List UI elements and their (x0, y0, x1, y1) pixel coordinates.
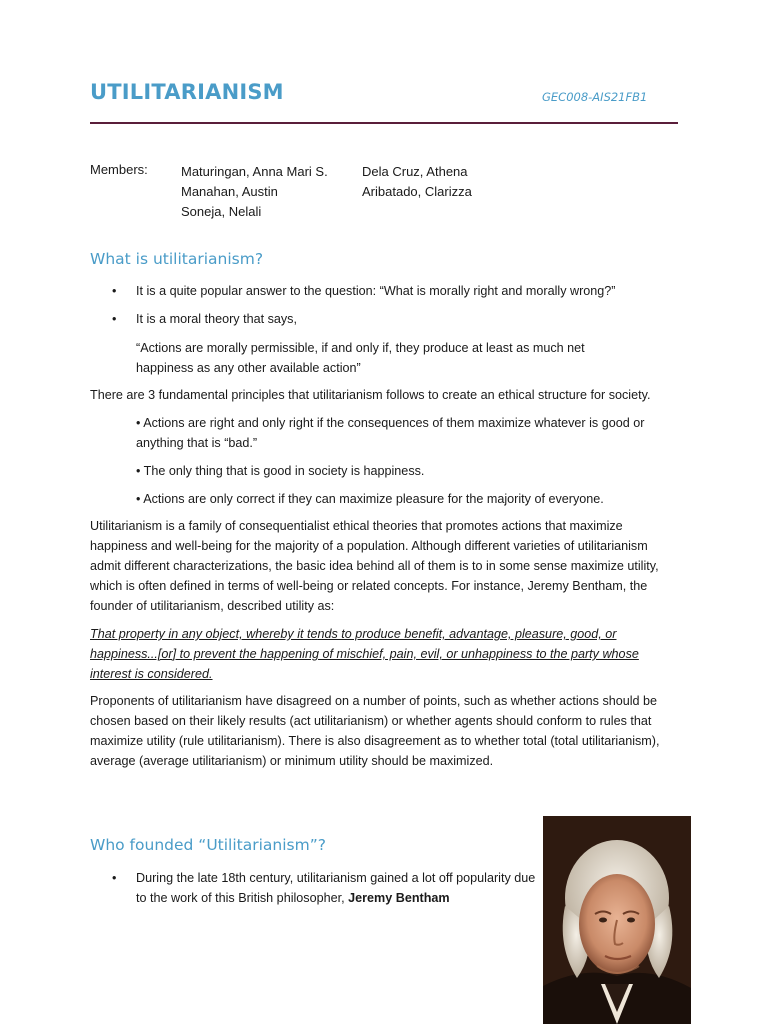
list-item (112, 309, 696, 329)
definition-quote: “Actions are morally permissible, if and only if, they produce at least as much net happiness as any other available action” (136, 341, 585, 375)
member-name: Manahan, Austin (181, 184, 278, 199)
jeremy-bentham-portrait (543, 816, 691, 1024)
paragraph-disagreements: Proponents of utilitarianism have disagreed on a number of points, such as whether actions should be chosen based on their likely results (act utilitarianism) or whether agents should conform to rules that maximize utility (rule utilitarianism). There is also disagreement as to whether total (total utilitarianism), average (average utilitarianism) or minimum utility should be maximized. (90, 694, 660, 768)
portrait-illustration (543, 816, 691, 1024)
member-name: Dela Cruz, Athena (362, 164, 468, 179)
bullet-glyph: • (112, 284, 117, 298)
course-code: GEC008-AIS21FB1 (542, 90, 648, 104)
list-item-text: During the late 18th century, utilitarianism gained a lot off popularity due to the work of this British philosopher, (136, 871, 536, 905)
principle-item: • Actions are only correct if they can maximize pleasure for the majority of everyone. (136, 492, 604, 506)
bullet-glyph: • (112, 312, 117, 326)
document-title: UTILITARIANISM (90, 80, 284, 104)
section-heading-who-founded: Who founded “Utilitarianism”? (90, 836, 326, 854)
section-heading-what-is: What is utilitarianism? (90, 250, 264, 268)
list-item-text: It is a quite popular answer to the question: “What is morally right and morally wrong?” (136, 284, 616, 298)
principle-item: • Actions are right and only right if the consequences of them maximize whatever is good or anything that is “bad.” (136, 416, 645, 450)
list-item (112, 868, 536, 908)
paragraph-definition: Utilitarianism is a family of consequentialist ethical theories that promotes actions that maximize happiness and well-being for the majority of a population. Although different varieties of utilitarianism admit different characterizations, the basic idea behind all of them is to in some sense maximize utility, which is often defined in terms of well-being or related concepts. For instance, Jeremy Bentham, the founder of utilitarianism, described utility as: (90, 519, 659, 613)
member-name: Soneja, Nelali (181, 204, 262, 219)
header-divider (90, 122, 678, 124)
philosopher-name: Jeremy Bentham (348, 891, 450, 905)
members-label: Members: (90, 162, 148, 177)
member-name: Maturingan, Anna Mari S. (181, 164, 328, 179)
bullet-glyph: • (112, 871, 117, 885)
list-item-text: It is a moral theory that says, (136, 312, 297, 326)
list-item (112, 281, 696, 301)
members-column-1 (181, 162, 328, 222)
bentham-quote-link[interactable]: That property in any object, whereby it tends to produce benefit, advantage, pleasure, good, or happiness...[or] to prevent the happening of mischief, pain, evil, or unhappiness to the party whose interest is considered. (90, 627, 639, 681)
member-name: Aribatado, Clarizza (362, 184, 472, 199)
principles-intro: There are 3 fundamental principles that utilitarianism follows to create an ethical structure for society. (90, 388, 651, 402)
principle-item: • The only thing that is good in society is happiness. (136, 464, 425, 478)
members-column-2 (362, 162, 472, 202)
